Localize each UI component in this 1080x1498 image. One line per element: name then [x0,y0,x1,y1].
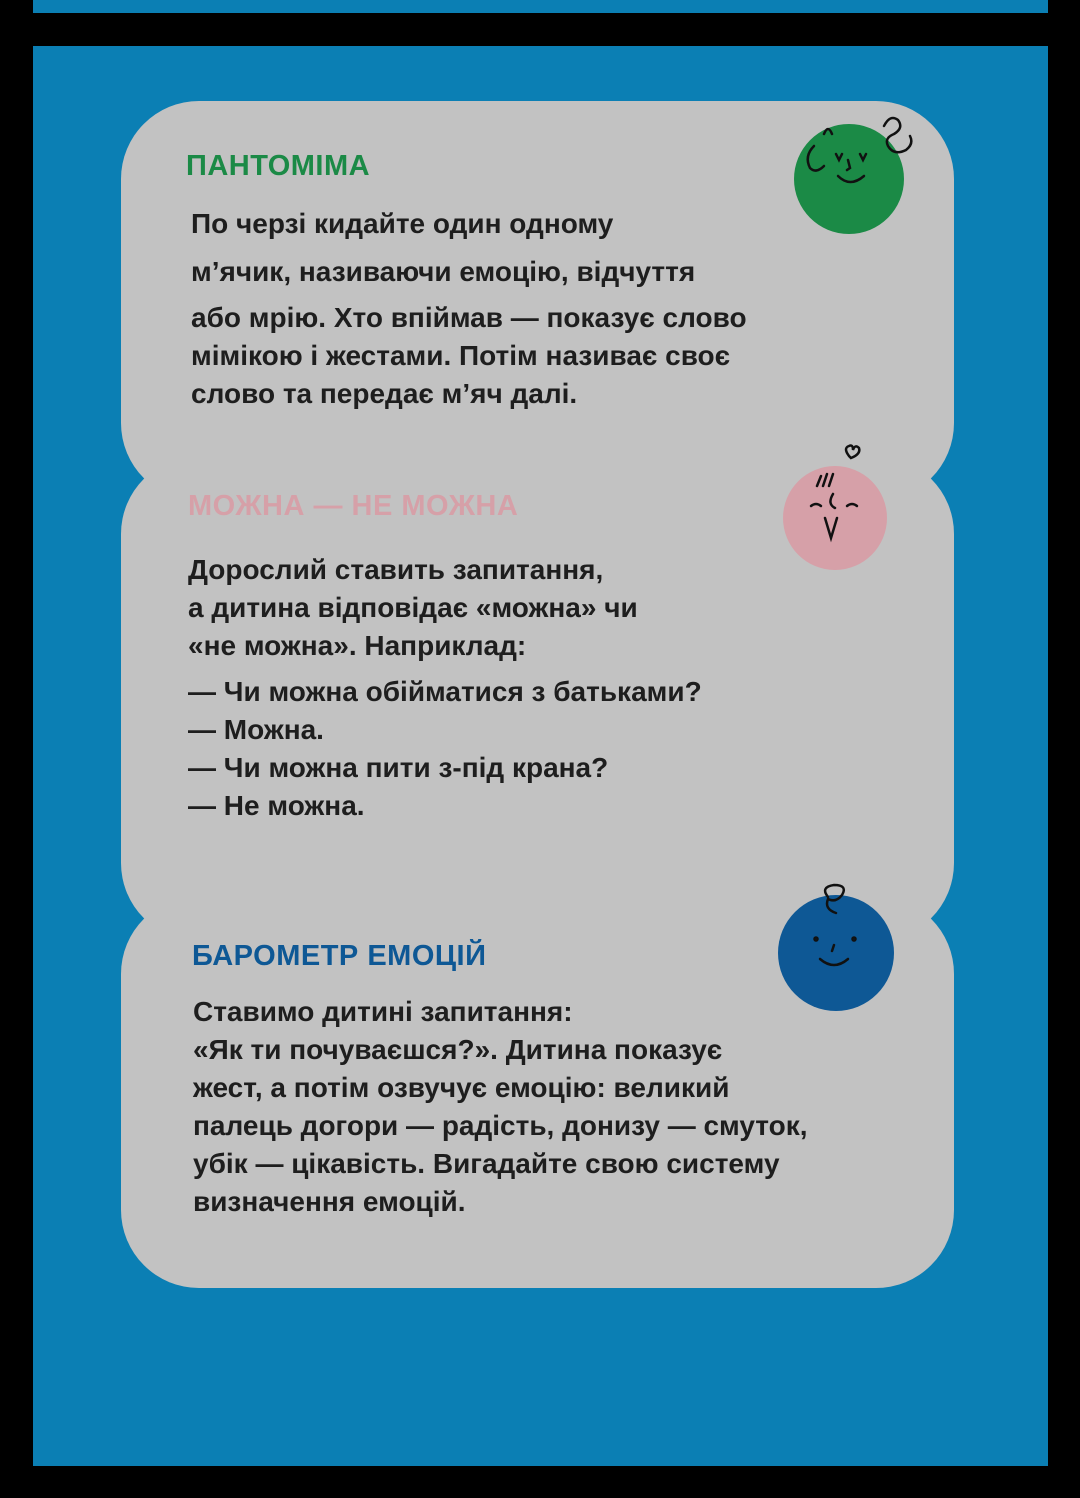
card-text-line: слово та передає м’яч далі. [191,378,578,409]
card-title: ПАНТОМІМА [186,150,371,182]
dialog-line: — Можна. [188,714,324,745]
card-text-line: убік — цікавість. Вигадайте свою систему [193,1148,780,1179]
dialog-line: — Чи можна пити з-під крана? [188,752,609,783]
card-text-line: а дитина відповідає «можна» чи [188,592,638,623]
card-text-line: або мрію. Хто впіймав — показує слово [191,302,747,333]
card-text-line: «Як ти почуваєшся?». Дитина показує [193,1034,723,1065]
top-strip [33,0,1048,13]
card-text-line: «не можна». Наприклад: [188,630,527,661]
card-text-line: По черзі кидайте один одному [191,208,614,239]
card-title: МОЖНА — НЕ МОЖНА [188,490,519,522]
blue-smiling-face-icon [778,895,894,1011]
card-text-line: жест, а потім озвучує емоцію: великий [193,1072,730,1103]
card-text-line: Ставимо дитині запитання: [193,996,573,1027]
dialog-line: — Чи можна обійматися з батьками? [188,676,702,707]
card-text-line: м’ячик, називаючи емоцію, відчуття [191,256,696,287]
pink-face-with-heart-icon [783,466,887,570]
card-text-line: палець догори — радість, донизу — смуток, [193,1110,808,1141]
green-smiling-face-icon [794,124,904,234]
card-text-line: мімікою і жестами. Потім називає своє [191,340,731,371]
dialog-line: — Не можна. [188,790,365,821]
poster [33,46,1048,1466]
card-text-line: визначення емоцій. [193,1186,466,1217]
card-title: БАРОМЕТР ЕМОЦІЙ [192,940,487,972]
card-text-line: Дорослий ставить запитання, [188,554,604,585]
